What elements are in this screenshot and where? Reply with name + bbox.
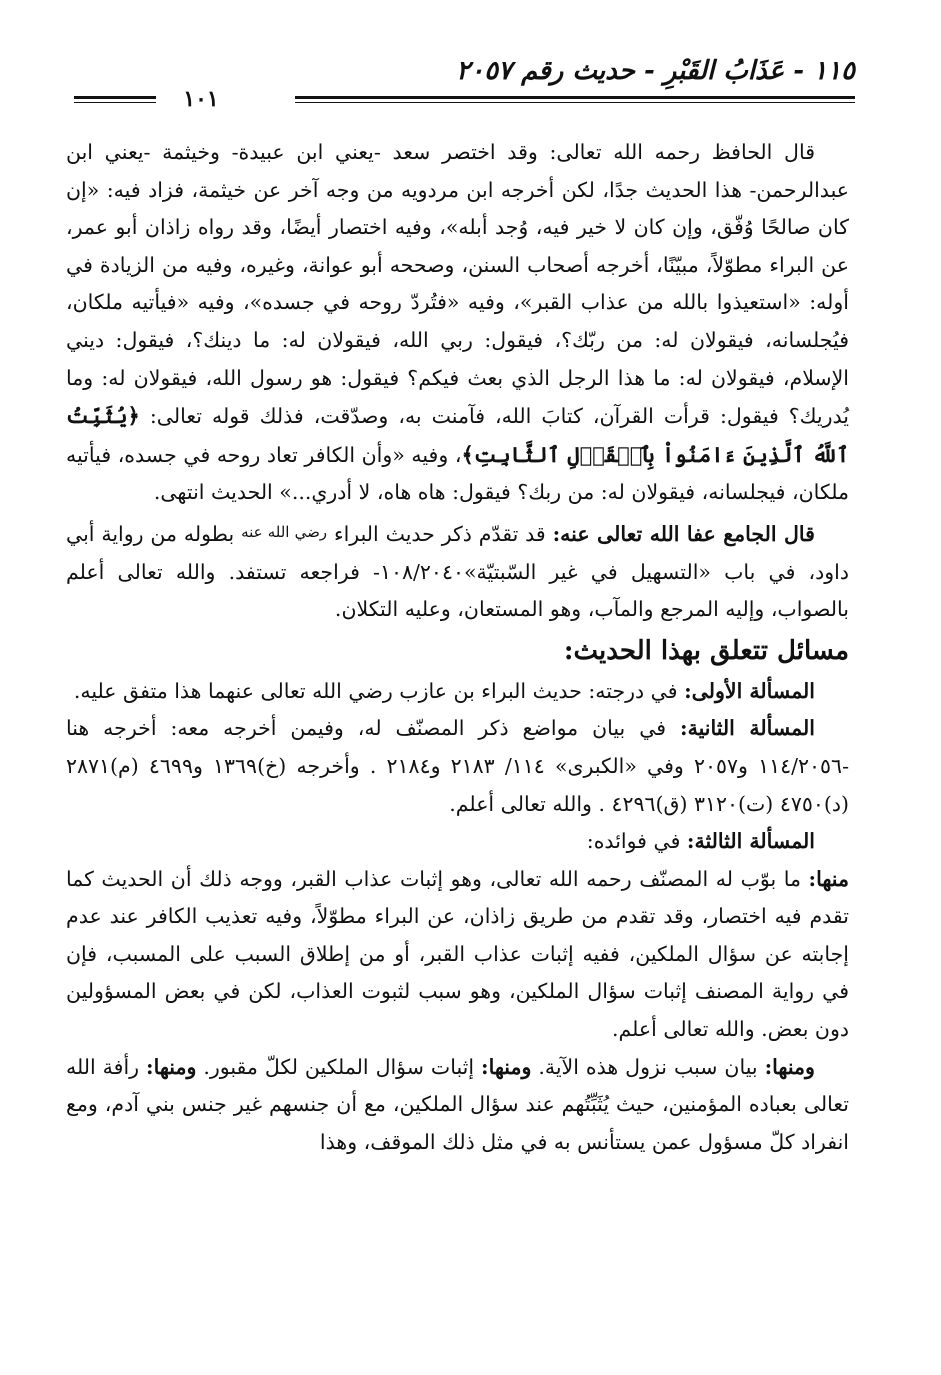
- issue-label: المسألة الثالثة:: [686, 829, 815, 854]
- paragraph-text: بطوله من رواية أبي داود، في باب «التسهيل في غير السّبتيّة»١٠٨/٢٠٤٠- فراجعه تستفد. والله تعالى أعلم بالصواب، وإليه المرجع والمآب، وهو المستعان، وعليه التكلان.: [66, 521, 849, 622]
- benefit-label: منها:: [808, 866, 849, 891]
- quran-verse: ﴿يُثَبِّتُ ٱللَّهُ ٱلَّذِينَ ءَامَنُواْ بِٱلۡقَوۡلِ ٱلثَّابِتِ﴾: [66, 403, 849, 467]
- issue-text: في فوائده:: [586, 829, 681, 854]
- page-body: [66, 134, 849, 1161]
- issue-3: [66, 823, 849, 861]
- issue-2: [66, 710, 849, 823]
- benefit-label: ومنها:: [481, 1054, 532, 1079]
- section-title: مسائل تتعلق بهذا الحديث:: [563, 635, 849, 666]
- benefit-text: بيان سبب نزول هذه الآية.: [538, 1054, 758, 1079]
- paragraph-text: قال الحافظ رحمه الله تعالى: وقد اختصر سعد -يعني ابن عبيدة- وخيثمة -يعني ابن عبدالرحمن- هذا الحديث جدًا، لكن أخرجه ابن مردويه من وجه آخر عن خيثمة، فزاد فيه: «إن كان صالحًا وُفّق، وإن كان لا خير فيه، وُجد أبله»، وفيه اختصار أيضًا، وقد رواه زاذان أبو عمر، عن البراء مطوّلاً، مبيّنًا، أخرجه أصحاب السنن، وصححه أبو عوانة، وغيره، وفيه من الزيادة في أوله: «استعيذوا بالله من عذاب القبر»، وفيه «فتُردّ روحه في جسده»، وفيه «فيأتيه ملكان، فيُجلسانه، فيقولان له: من ربّك؟، فيقول: ربي الله، فيقولان له: ما دينك؟، فيقول: ديني الإسلام، فيقولان له: ما هذا الرجل الذي بعث فيكم؟ فيقول: هو رسول الله، فيقولان له: وما يُدريك؟ فيقول: قرأت القرآن، كتابَ الله، فآمنت به، وصدّقت، فذلك قوله تعالى:: [66, 140, 849, 429]
- paragraph-compiler-note: [66, 514, 849, 629]
- issue-label: المسألة الأولى:: [684, 678, 815, 703]
- benefit-1: [66, 861, 849, 1049]
- header-rule-left: [74, 96, 156, 103]
- page-header: [62, 54, 855, 114]
- chapter-title: ١١٥ - عَذَابُ القَبْرِ - حديث رقم ٢٠٥٧: [456, 56, 855, 86]
- header-rule-right: [295, 96, 855, 103]
- benefit-text: ما بوّب له المصنّف رحمه الله تعالى، وهو إثبات عذاب القبر، ووجه ذلك أن الحديث كما تقدم فيه اختصار، وقد تقدم من طريق زاذان، عن البراء مطوّلاً، وفيه تعذيب الكافر عند عدم إجابته عن سؤال الملكين، ففيه إثبات عذاب القبر، أو من إطلاق السبب على المسبب، فإن في رواية المصنف إثبات سؤال الملكين، وهو سبب لثبوت العذاب، لكن في بعض المسؤولين دون بعض. والله تعالى أعلم.: [66, 866, 849, 1042]
- benefit-label: ومنها:: [146, 1054, 197, 1079]
- benefit-text: إثبات سؤال الملكين لكلّ مقبور.: [203, 1054, 475, 1079]
- issue-text: في بيان مواضع ذكر المصنّف له، وفيمن أخرجه معه: أخرجه هنا -١١٤/٢٠٥٦ و٢٠٥٧ وفي «الكبرى» ١١٤/ ٢١٨٣ و٢١٨٤ . وأخرجه (خ)١٣٦٩ و٤٦٩٩ (م)٢٨٧١ (د)٤٧٥٠ (ت)٣١٢٠ (ق)٤٢٩٦ . والله تعالى أعلم.: [66, 716, 849, 816]
- benefit-text: رأفة الله تعالى بعباده المؤمنين، حيث يُثَبِّتُهم عند سؤال الملكين، مع أن جنسهم غير جنس بني آدم، ومع انفراد كلّ مسؤول عمن يستأنس به في مثل ذلك الموقف، وهذا: [66, 1054, 849, 1154]
- honorific-symbol: رضي الله عنه: [241, 522, 328, 541]
- issue-text: في درجته: حديث البراء بن عازب رضي الله تعالى عنهما هذا متفق عليه.: [73, 678, 678, 703]
- benefit-label: ومنها:: [764, 1054, 815, 1079]
- paragraph-label: قال الجامع عفا الله تعالى عنه:: [552, 521, 815, 546]
- issue-label: المسألة الثانية:: [680, 716, 815, 741]
- paragraph-hafiz-quote: [66, 134, 849, 512]
- paragraph-text: ، وفيه «وأن الكافر تعاد روحه في جسده، فيأتيه ملكان، فيجلسانه، فيقولان له: من ربك؟ فيقول: هاه هاه، لا أدري...» الحديث انتهى.: [66, 442, 849, 505]
- page-number: ١٠١: [183, 86, 219, 112]
- benefit-2: [66, 1049, 849, 1162]
- issue-1: [66, 673, 849, 711]
- paragraph-text: قد تقدّم ذكر حديث البراء: [333, 521, 546, 546]
